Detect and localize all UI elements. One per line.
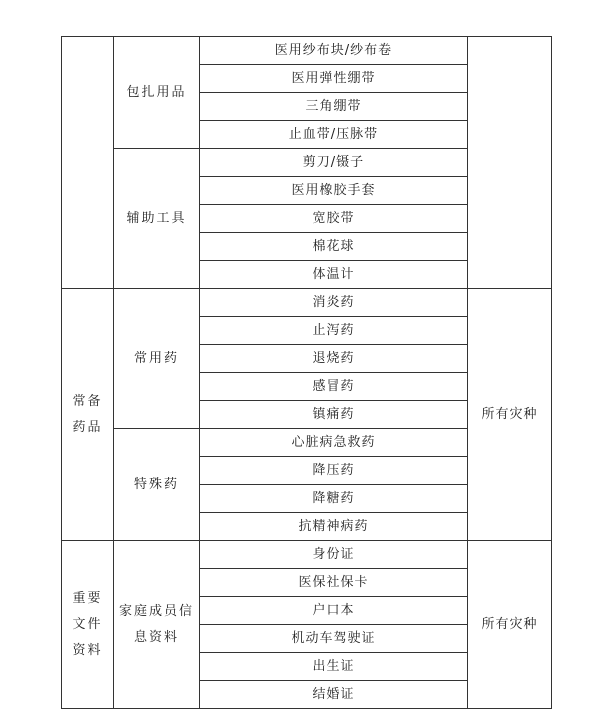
item-cell: 体温计 [200,261,468,289]
item-cell: 棉花球 [200,233,468,261]
item-cell: 感冒药 [200,373,468,401]
item-cell: 结婚证 [200,681,468,709]
table-body [62,37,552,709]
item-cell: 降糖药 [200,485,468,513]
item-cell: 三角绷带 [200,93,468,121]
subcategory-cell: 包扎用品 [114,37,200,149]
item-cell: 剪刀/镊子 [200,149,468,177]
item-cell: 机动车驾驶证 [200,625,468,653]
item-cell: 退烧药 [200,345,468,373]
supply-checklist-table [61,36,552,709]
subcategory-cell: 特殊药 [114,429,200,541]
table-row [62,289,552,317]
item-cell: 出生证 [200,653,468,681]
category-cell [62,37,114,289]
subcategory-cell: 家庭成员信 息资料 [114,541,200,709]
disaster-type-cell: 所有灾种 [468,289,552,541]
item-cell: 医用纱布块/纱布卷 [200,37,468,65]
table-row [62,37,552,65]
item-cell: 消炎药 [200,289,468,317]
item-cell: 户口本 [200,597,468,625]
disaster-type-cell: 所有灾种 [468,541,552,709]
category-cell: 常备 药品 [62,289,114,541]
item-cell: 医用弹性绷带 [200,65,468,93]
item-cell: 宽胶带 [200,205,468,233]
item-cell: 心脏病急救药 [200,429,468,457]
item-cell: 止血带/压脉带 [200,121,468,149]
subcategory-cell: 常用药 [114,289,200,429]
category-cell: 重要 文件 资料 [62,541,114,709]
subcategory-cell: 辅助工具 [114,149,200,289]
item-cell: 抗精神病药 [200,513,468,541]
item-cell: 医保社保卡 [200,569,468,597]
item-cell: 降压药 [200,457,468,485]
item-cell: 身份证 [200,541,468,569]
table-row [62,541,552,569]
item-cell: 止泻药 [200,317,468,345]
item-cell: 医用橡胶手套 [200,177,468,205]
item-cell: 镇痛药 [200,401,468,429]
disaster-type-cell [468,37,552,289]
